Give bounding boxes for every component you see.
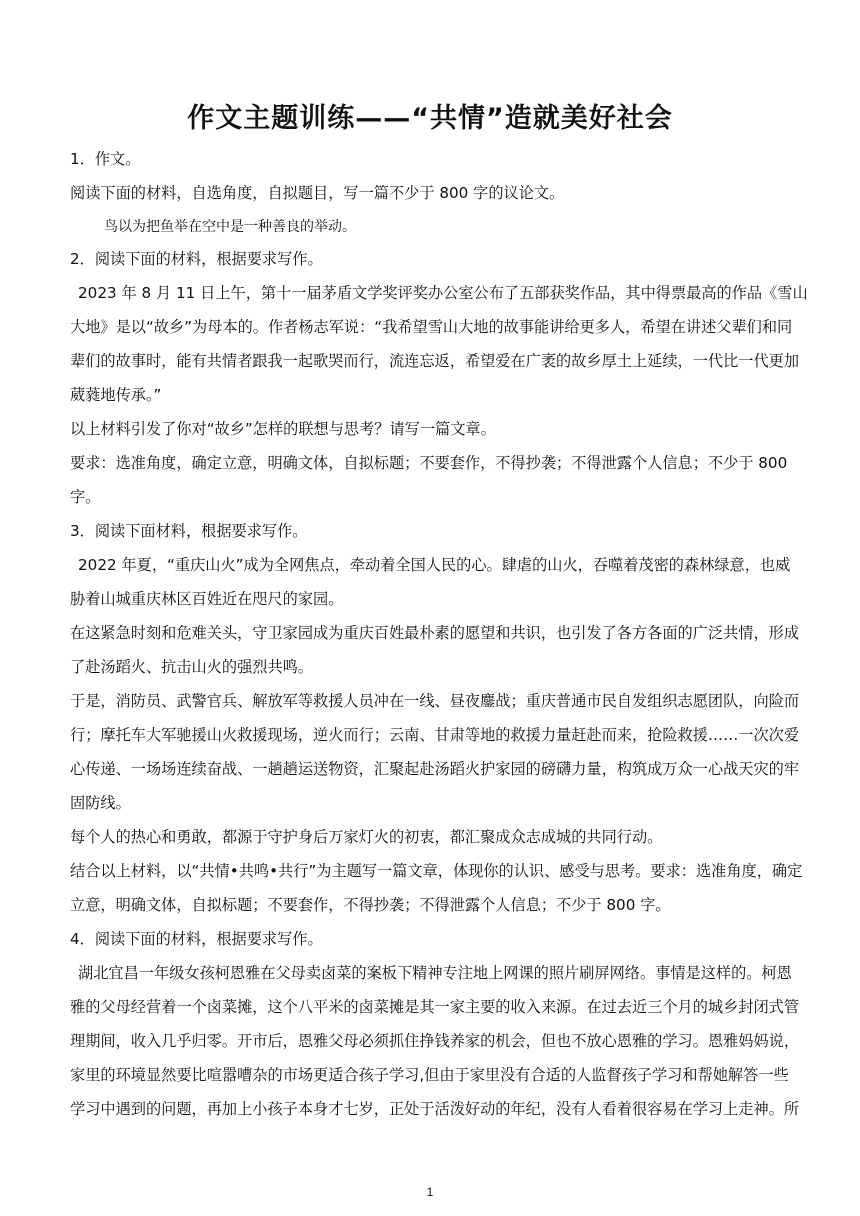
q4-paragraph-line: 湖北宜昌一年级女孩柯恩雅在父母卖卤菜的案板下精神专注地上网课的照片刷屏网络。事情是这样的。柯恩: [78, 964, 792, 982]
q2-paragraph-line: 辈们的故事时，能有共情者跟我一起歌哭而行，流连忘返，希望爱在广袤的故乡厚土上延续，一代比一代更加: [70, 352, 799, 370]
q2-paragraph-line: 葳蕤地传承。”: [70, 386, 162, 404]
q2-paragraph-line: 大地》是以“故乡”为母本的。作者杨志军说：“我希望雪山大地的故事能讲给更多人，希望在讲述父辈们和同: [70, 318, 793, 336]
q4-paragraph-line: 理期间，收入几乎归零。开市后，恩雅父母必须抓住挣钱养家的机会，但也不放心恩雅的学习。恩雅妈妈说，: [70, 1032, 799, 1050]
question-4-heading: 4．阅读下面的材料，根据要求写作。: [70, 930, 323, 948]
q3-prompt: 结合以上材料，以“共情•共鸣•共行”为主题写一篇文章，体现你的认识、感受与思考。要求：选准角度，确定: [70, 862, 803, 880]
q4-paragraph-line: 家里的环境显然要比喧嚣嘈杂的市场更适合孩子学习,但由于家里没有合适的人监督孩子学习和帮她解答一些: [70, 1066, 789, 1084]
q3-paragraph-line: 胁着山城重庆林区百姓近在咫尺的家园。: [70, 590, 344, 608]
q3-prompt: 立意，明确文体，自拟标题；不要套作，不得抄袭；不得泄露个人信息；不少于 800 字。: [70, 896, 671, 914]
q3-paragraph-line: 固防线。: [70, 794, 131, 812]
q2-paragraph-line: 2023 年 8 月 11 日上午，第十一届茅盾文学奖评奖办公室公布了五部获奖作品，其中得票最高的作品《雪山: [78, 284, 808, 302]
question-1-heading: 1．作文。: [70, 150, 141, 168]
page-number: 1: [426, 1185, 434, 1199]
question-3-heading: 3．阅读下面材料，根据要求写作。: [70, 522, 308, 540]
q3-paragraph-line: 2022 年夏，“重庆山火”成为全网焦点，牵动着全国人民的心。肆虐的山火，吞噬着茂密的森林绿意，也威: [78, 556, 791, 574]
q3-paragraph-line: 在这紧急时刻和危难关头，守卫家园成为重庆百姓最朴素的愿望和共识，也引发了各方各面的广泛共情，形成: [70, 624, 799, 642]
q2-requirements: 要求：选准角度，确定立意，明确文体，自拟标题；不要套作，不得抄袭；不得泄露个人信息；不少于 800: [70, 454, 788, 472]
q3-paragraph-line: 每个人的热心和勇敢，都源于守护身后万家灯火的初衷，都汇聚成众志成城的共同行动。: [70, 828, 663, 846]
page-title: 作文主题训练——“共情”造就美好社会: [187, 103, 673, 134]
q3-paragraph-line: 于是，消防员、武警官兵、解放军等救援人员冲在一线、昼夜鏖战；重庆普通市民自发组织志愿团队，向险而: [70, 692, 799, 710]
q3-paragraph-line: 心传递、一场场连续奋战、一趟趟运送物资，汇聚起赴汤蹈火护家园的磅礴力量，构筑成万众一心战天灾的牢: [70, 760, 799, 778]
q4-paragraph-line: 学习中遇到的问题，再加上小孩子本身才七岁，正处于活泼好动的年纪，没有人看着很容易在学习上走神。所: [70, 1100, 799, 1118]
q3-paragraph-line: 了赴汤蹈火、抗击山火的强烈共鸣。: [70, 658, 313, 676]
q3-paragraph-line: 行；摩托车大军驰援山火救援现场，逆火而行；云南、甘肃等地的救援力量赶赴而来，抢险救援……一次次爱: [70, 726, 799, 744]
q4-paragraph-line: 雅的父母经营着一个卤菜摊，这个八平米的卤菜摊是其一家主要的收入来源。在过去近三个月的城乡封闭式管: [70, 998, 799, 1016]
q2-prompt: 以上材料引发了你对“故乡”怎样的联想与思考？请写一篇文章。: [70, 420, 496, 438]
q1-quote: 鸟以为把鱼举在空中是一种善良的举动。: [104, 219, 356, 235]
q1-instruction: 阅读下面的材料，自选角度，自拟题目，写一篇不少于 800 字的议论文。: [70, 184, 565, 202]
q2-requirements: 字。: [70, 488, 101, 506]
question-2-heading: 2．阅读下面的材料，根据要求写作。: [70, 250, 323, 268]
